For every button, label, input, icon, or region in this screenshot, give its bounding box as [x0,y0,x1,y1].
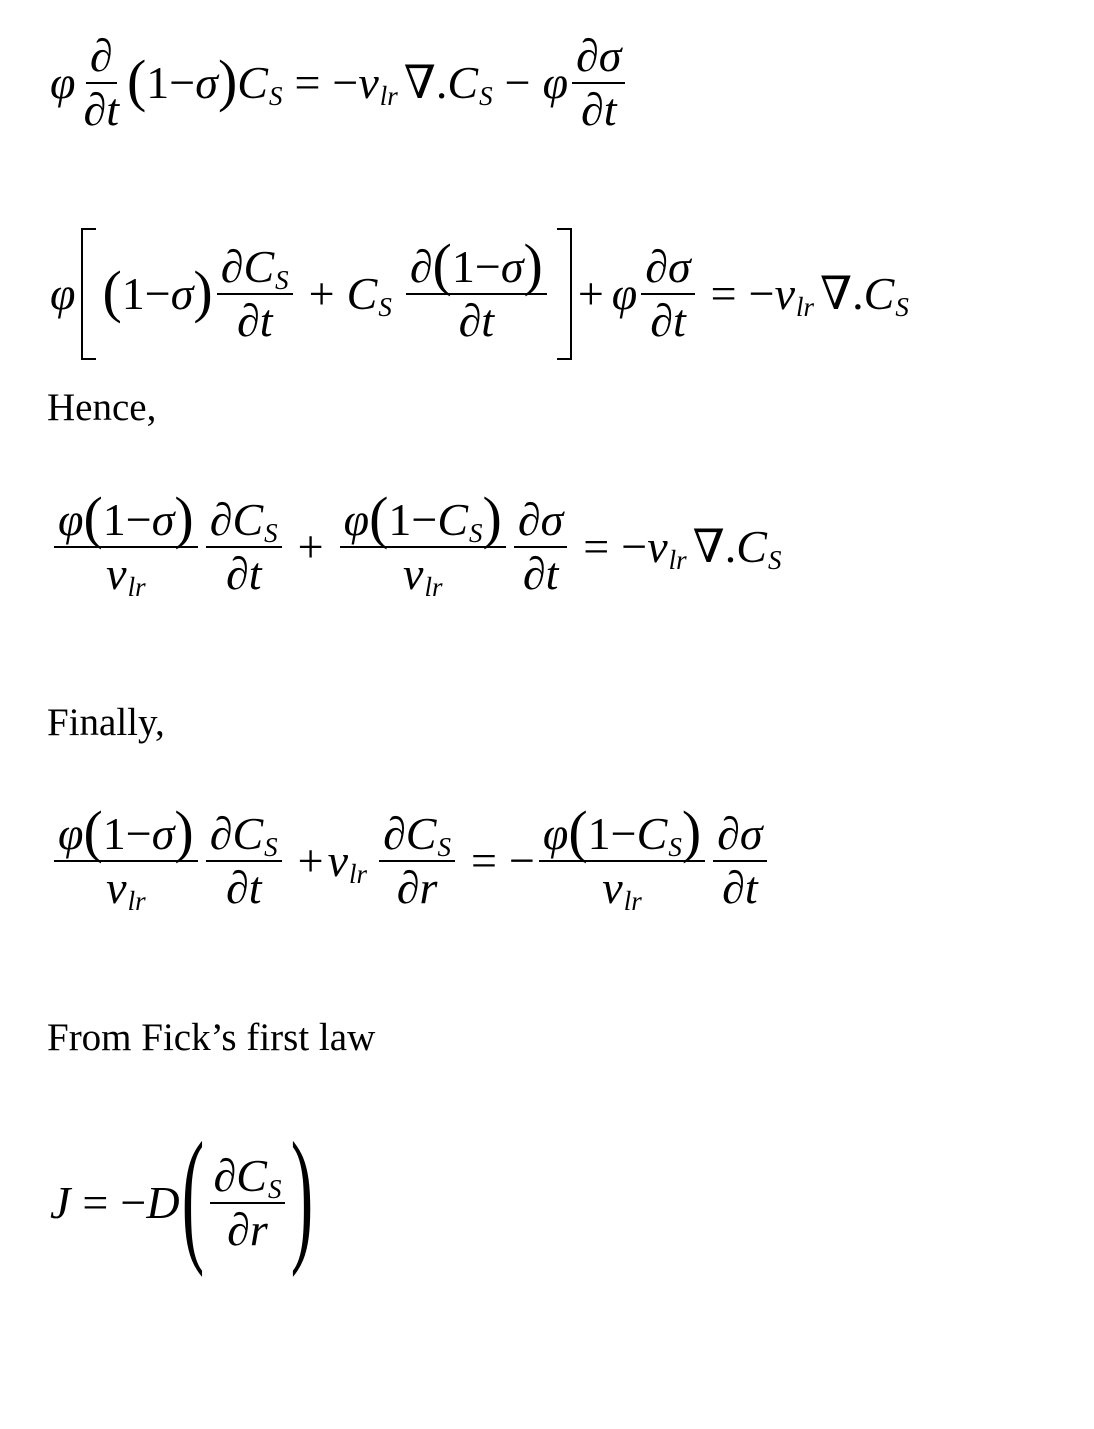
denominator: ∂ t [83,84,119,135]
sigma-time-derivative [713,808,766,914]
denominator: ∂ r [396,862,438,913]
denominator: ∂ t [522,548,559,599]
numerator: ∂ C S [210,1150,286,1204]
denominator: v lr [403,548,443,602]
numerator: ∂ C S [379,808,455,862]
phi-one-minus-cs-over-vlr [340,485,506,602]
sigma-time-derivative [641,241,694,347]
right-bracket [557,228,572,360]
open-paren: ( [126,48,147,113]
open-paren: ( [102,259,122,324]
denominator: v lr [106,862,146,916]
numerator: φ ( 1 − C S ) [539,808,705,862]
cs-radial-derivative [210,1150,286,1256]
close-paren: ) [482,485,502,550]
open-paren: ( [432,232,452,297]
denominator: ∂ t [225,548,262,599]
close-paren: ) [681,799,702,864]
equation-3: φ ( 1 − σ ) v lr ∂ C S ∂ t + φ ( 1 − C S ) v lr ∂ σ ∂ t = − v lr ∇ . C S [50,494,781,600]
equation-2: φ ( 1 − σ ) ∂ C S ∂ t + C S ∂ ( 1 − σ ) ∂ t + φ ∂ σ ∂ t = − v lr ∇ . C S [50,228,909,360]
equation-1: φ ∂ ∂ t ( 1 − σ ) C S = − v lr ∇ . C S − φ ∂ σ ∂ t [50,30,629,136]
open-paren-large: ( [181,1112,204,1278]
open-paren: ( [568,799,588,864]
numerator: ∂ C S [217,241,293,295]
close-paren: ) [174,799,194,864]
equation-5: J = − D ( ∂ C S ∂ r ) [50,1112,314,1278]
cs-time-derivative [206,494,282,600]
denominator: ∂ t [722,862,758,913]
denominator: ∂ t [650,295,686,346]
left-bracket [81,228,96,360]
equation-4: φ ( 1 − σ ) v lr ∂ C S ∂ t + v lr ∂ C S ∂ r = − φ ( 1 − C S ) v lr ∂ σ ∂ t [50,808,771,914]
close-paren: ) [217,48,238,113]
open-paren: ( [83,485,103,550]
phi-one-minus-sigma-over-vlr [54,485,198,602]
one-minus-sigma-time-derivative [406,232,547,347]
hence-label: Hence, [47,386,157,429]
open-paren: ( [369,485,389,550]
numerator: ∂ C S [206,494,282,548]
cs-radial-derivative [379,808,455,914]
denominator: ∂ t [580,84,617,135]
numerator: ∂ σ [713,808,766,862]
sigma-time-derivative [514,494,567,600]
phi-one-minus-sigma-over-vlr [54,799,198,916]
denominator: ∂ r [227,1204,268,1255]
cs-time-derivative [206,808,282,914]
denominator: ∂ t [458,295,495,346]
denominator: v lr [602,862,642,916]
numerator: φ ( 1 − C S ) [340,494,506,548]
time-derivative-operator [79,30,123,136]
denominator: ∂ t [236,295,273,346]
numerator: ∂ σ [641,241,694,295]
close-paren-large: ) [291,1112,314,1278]
denominator: ∂ t [225,862,262,913]
phi-one-minus-cs-over-vlr [539,799,705,916]
phi-symbol: φ [50,57,76,108]
sigma-time-derivative [572,30,625,136]
numerator: φ ( 1 − σ ) [54,808,198,862]
fick-law-label: From Fick’s first law [47,1016,376,1059]
numerator: ∂ σ [514,494,567,548]
numerator: ∂ [86,30,117,84]
close-paren: ) [523,232,543,297]
open-paren: ( [83,799,103,864]
close-paren: ) [193,259,213,324]
numerator: ∂ ( 1 − σ ) [406,241,547,295]
cs-time-derivative [217,241,293,347]
numerator: φ ( 1 − σ ) [54,494,198,548]
close-paren: ) [174,485,194,550]
denominator: v lr [106,548,146,602]
numerator: ∂ σ [572,30,625,84]
finally-label: Finally, [47,701,165,744]
numerator: ∂ C S [206,808,282,862]
